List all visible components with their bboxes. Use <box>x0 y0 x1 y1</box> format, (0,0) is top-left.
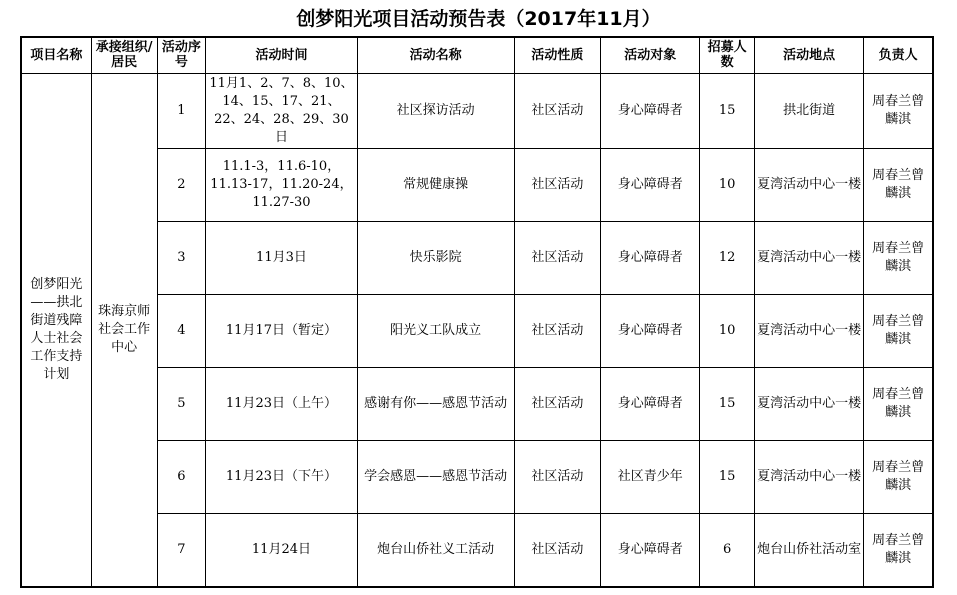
count-cell: 10 <box>700 294 755 367</box>
owner-cell: 周春兰曾麟淇 <box>864 221 933 294</box>
header-cell: 活动时间 <box>206 37 358 73</box>
header-cell: 活动对象 <box>601 37 700 73</box>
time-cell: 11月24日 <box>206 514 358 587</box>
nature-cell: 社区活动 <box>514 441 601 514</box>
nature-cell: 社区活动 <box>514 294 601 367</box>
place-cell: 夏湾活动中心一楼 <box>754 368 863 441</box>
target-cell: 身心障碍者 <box>601 514 700 587</box>
seq-cell: 6 <box>157 441 205 514</box>
seq-cell: 5 <box>157 368 205 441</box>
owner-cell: 周春兰曾麟淇 <box>864 294 933 367</box>
target-cell: 社区青少年 <box>601 441 700 514</box>
owner-cell: 周春兰曾麟淇 <box>864 368 933 441</box>
time-cell: 11月17日（暂定） <box>206 294 358 367</box>
count-cell: 15 <box>700 441 755 514</box>
count-cell: 6 <box>700 514 755 587</box>
activity-name-cell: 感谢有你——感恩节活动 <box>357 368 514 441</box>
nature-cell: 社区活动 <box>514 148 601 221</box>
count-cell: 15 <box>700 368 755 441</box>
time-cell: 11月1、2、7、8、10、14、15、17、21、22、24、28、29、30日 <box>206 73 358 148</box>
activity-name-cell: 快乐影院 <box>357 221 514 294</box>
table-row <box>21 294 933 367</box>
owner-cell: 周春兰曾麟淇 <box>864 441 933 514</box>
owner-cell: 周春兰曾麟淇 <box>864 73 933 148</box>
header-row <box>21 37 933 73</box>
header-cell: 活动性质 <box>514 37 601 73</box>
header-cell: 招募人数 <box>700 37 755 73</box>
seq-cell: 2 <box>157 148 205 221</box>
count-cell: 15 <box>700 73 755 148</box>
table-row <box>21 514 933 587</box>
seq-cell: 4 <box>157 294 205 367</box>
nature-cell: 社区活动 <box>514 73 601 148</box>
header-cell: 承接组织/居民 <box>91 37 157 73</box>
header-cell: 活动地点 <box>754 37 863 73</box>
time-cell: 11月23日（上午） <box>206 368 358 441</box>
time-cell: 11月3日 <box>206 221 358 294</box>
place-cell: 拱北街道 <box>754 73 863 148</box>
header-cell: 项目名称 <box>21 37 91 73</box>
target-cell: 身心障碍者 <box>601 221 700 294</box>
header-cell: 活动名称 <box>357 37 514 73</box>
seq-cell: 1 <box>157 73 205 148</box>
nature-cell: 社区活动 <box>514 368 601 441</box>
place-cell: 夏湾活动中心一楼 <box>754 148 863 221</box>
place-cell: 夏湾活动中心一楼 <box>754 221 863 294</box>
organization-cell: 珠海京师社会工作中心 <box>91 73 157 587</box>
seq-cell: 7 <box>157 514 205 587</box>
target-cell: 身心障碍者 <box>601 368 700 441</box>
activity-name-cell: 学会感恩——感恩节活动 <box>357 441 514 514</box>
page-title: 创梦阳光项目活动预告表（2017年11月） <box>296 8 661 30</box>
owner-cell: 周春兰曾麟淇 <box>864 514 933 587</box>
activity-name-cell: 炮台山侨社义工活动 <box>357 514 514 587</box>
seq-cell: 3 <box>157 221 205 294</box>
nature-cell: 社区活动 <box>514 221 601 294</box>
activity-name-cell: 社区探访活动 <box>357 73 514 148</box>
activity-name-cell: 常规健康操 <box>357 148 514 221</box>
table-row <box>21 221 933 294</box>
owner-cell: 周春兰曾麟淇 <box>864 148 933 221</box>
target-cell: 身心障碍者 <box>601 73 700 148</box>
target-cell: 身心障碍者 <box>601 148 700 221</box>
target-cell: 身心障碍者 <box>601 294 700 367</box>
nature-cell: 社区活动 <box>514 514 601 587</box>
activity-name-cell: 阳光义工队成立 <box>357 294 514 367</box>
place-cell: 夏湾活动中心一楼 <box>754 294 863 367</box>
place-cell: 炮台山侨社活动室 <box>754 514 863 587</box>
project-name-cell: 创梦阳光——拱北街道残障人士社会工作支持计划 <box>21 73 91 587</box>
time-cell: 11月23日（下午） <box>206 441 358 514</box>
table-row <box>21 73 933 148</box>
activity-table <box>20 36 934 588</box>
table-row <box>21 148 933 221</box>
header-cell: 负责人 <box>864 37 933 73</box>
time-cell: 11.1-3，11.6-10，11.13-17，11.20-24，11.27-30 <box>206 148 358 221</box>
count-cell: 10 <box>700 148 755 221</box>
header-cell: 活动序号 <box>157 37 205 73</box>
count-cell: 12 <box>700 221 755 294</box>
table-row <box>21 368 933 441</box>
table-row <box>21 441 933 514</box>
place-cell: 夏湾活动中心一楼 <box>754 441 863 514</box>
